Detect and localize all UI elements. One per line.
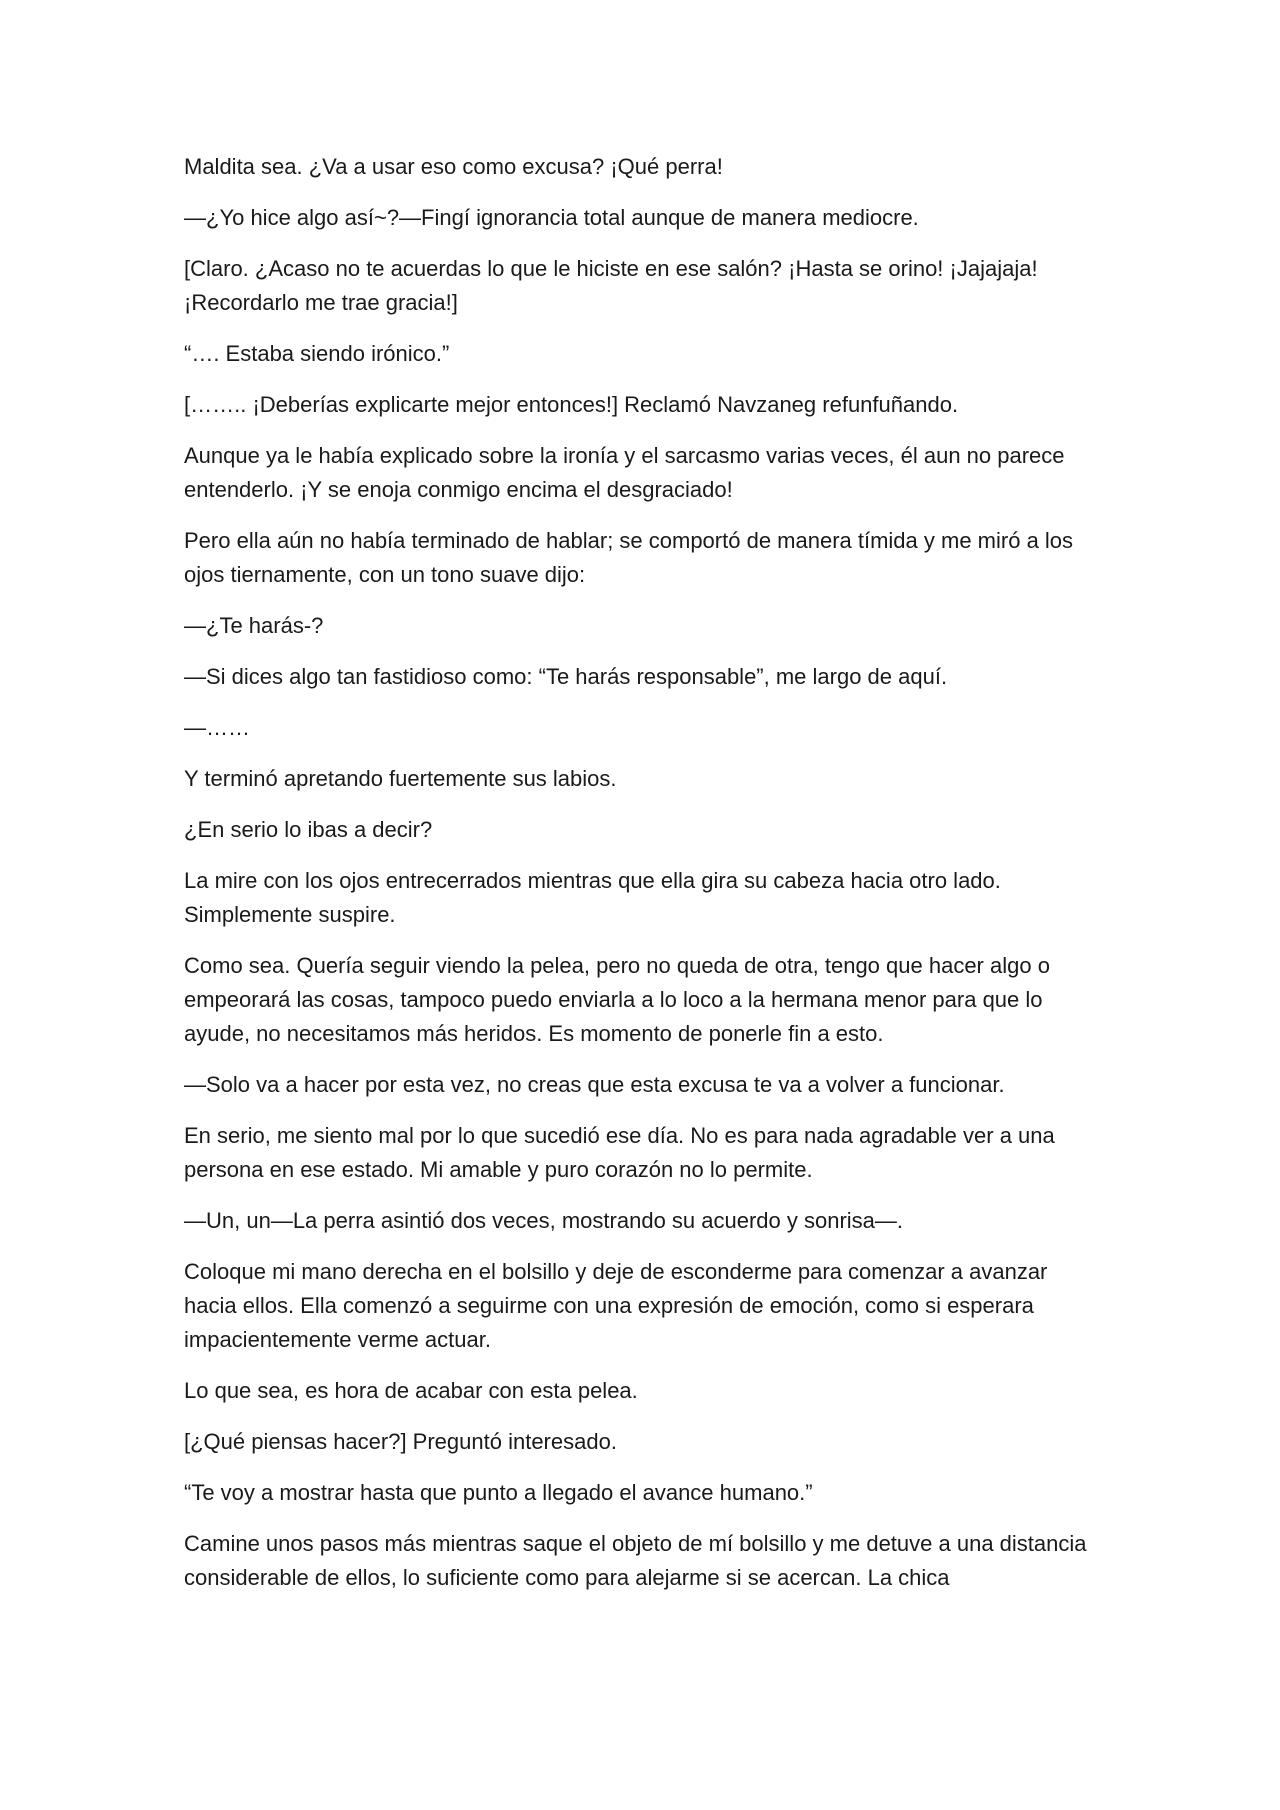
- paragraph: [¿Qué piensas hacer?] Preguntó interesado.: [184, 1429, 617, 1454]
- paragraph: —¿Yo hice algo así~?—Fingí ignorancia total aunque de manera mediocre.: [184, 205, 919, 230]
- paragraph: “Te voy a mostrar hasta que punto a llegado el avance humano.”: [184, 1480, 813, 1505]
- paragraph: Aunque ya le había explicado sobre la ironía y el sarcasmo varias veces, él aun no parece entenderlo. ¡Y se enoja conmigo encima el desgraciado!: [184, 443, 1065, 502]
- paragraph: Y terminó apretando fuertemente sus labios.: [184, 766, 617, 791]
- paragraph: Maldita sea. ¿Va a usar eso como excusa? ¡Qué perra!: [184, 154, 723, 179]
- paragraph: Coloque mi mano derecha en el bolsillo y deje de esconderme para comenzar a avanzar hacia ellos. Ella comenzó a seguirme con una expresión de emoción, como si esperara impacientemente verme actuar.: [184, 1259, 1048, 1352]
- paragraph: […….. ¡Deberías explicarte mejor entonces!] Reclamó Navzaneg refunfuñando.: [184, 392, 959, 417]
- paragraph: Pero ella aún no había terminado de hablar; se comportó de manera tímida y me miró a los ojos tiernamente, con un tono suave dijo:: [184, 528, 1074, 587]
- paragraph: ¿En serio lo ibas a decir?: [184, 817, 433, 842]
- paragraph: “…. Estaba siendo irónico.”: [184, 341, 450, 366]
- paragraph: —¿Te harás-?: [184, 613, 324, 638]
- paragraph: La mire con los ojos entrecerrados mientras que ella gira su cabeza hacia otro lado. Simplemente suspire.: [184, 868, 1001, 927]
- paragraph: Lo que sea, es hora de acabar con esta pelea.: [184, 1378, 638, 1403]
- paragraph: —Si dices algo tan fastidioso como: “Te harás responsable”, me largo de aquí.: [184, 664, 948, 689]
- paragraph: —……: [184, 715, 250, 740]
- paragraph: Camine unos pasos más mientras saque el objeto de mí bolsillo y me detuve a una distancia considerable de ellos, lo suficiente como para alejarme si se acercan. La chica: [184, 1531, 1087, 1590]
- paragraph: En serio, me siento mal por lo que sucedió ese día. No es para nada agradable ver a una persona en ese estado. Mi amable y puro corazón no lo permite.: [184, 1123, 1055, 1182]
- document-page: [184, 150, 1104, 1612]
- paragraph: —Un, un—La perra asintió dos veces, mostrando su acuerdo y sonrisa—.: [184, 1208, 904, 1233]
- paragraph: Como sea. Quería seguir viendo la pelea, pero no queda de otra, tengo que hacer algo o empeorará las cosas, tampoco puedo enviarla a lo loco a la hermana menor para que lo ayude, no necesitamos más heridos. Es momento de ponerle fin a esto.: [184, 953, 1050, 1046]
- paragraph: —Solo va a hacer por esta vez, no creas que esta excusa te va a volver a funcionar.: [184, 1072, 1005, 1097]
- paragraph: [Claro. ¿Acaso no te acuerdas lo que le hiciste en ese salón? ¡Hasta se orino! ¡Jajajaja! ¡Recordarlo me trae gracia!]: [184, 256, 1038, 315]
